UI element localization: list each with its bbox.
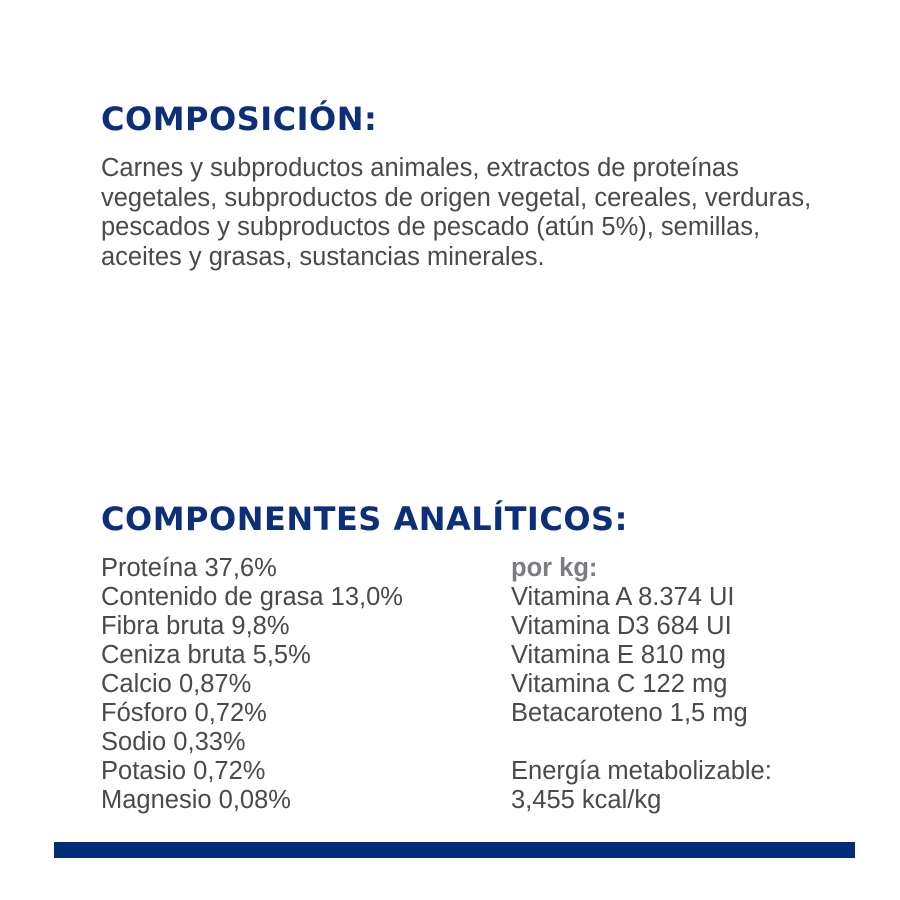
energy-label: Energía metabolizable: [511,757,772,785]
per-kg-item-vitamin-e: Vitamina E 810 mg [511,641,726,669]
energy-value: 3,455 kcal/kg [511,786,662,814]
analytical-item-sodium: Sodio 0,33% [101,728,246,756]
analytical-item-ash: Ceniza bruta 5,5% [101,641,311,669]
analytical-components-heading: COMPONENTES ANALÍTICOS: [101,500,628,538]
analytical-list [101,554,403,815]
spacer [511,728,772,757]
analytical-item-calcium: Calcio 0,87% [101,670,252,698]
per-kg-item-vitamin-a: Vitamina A 8.374 UI [511,583,735,611]
footer-bar [54,842,855,858]
analytical-item-protein: Proteína 37,6% [101,554,277,582]
per-kg-list [511,554,772,815]
per-kg-item-vitamin-d3: Vitamina D3 684 UI [511,612,732,640]
analytical-item-fiber: Fibra bruta 9,8% [101,612,290,640]
analytical-item-magnesium: Magnesio 0,08% [101,786,291,814]
analytical-item-fat: Contenido de grasa 13,0% [101,583,403,611]
analytical-item-phosphorus: Fósforo 0,72% [101,699,267,727]
analytical-item-potassium: Potasio 0,72% [101,757,266,785]
per-kg-item-beta-carotene: Betacaroteno 1,5 mg [511,699,748,727]
per-kg-item-vitamin-c: Vitamina C 122 mg [511,670,728,698]
composition-heading: COMPOSICIÓN: [101,100,378,138]
composition-text: Carnes y subproductos animales, extractos de proteínas vegetales, subproductos de origen vegetal, cereales, verduras, pescados y subproductos de pescado (atún 5%), semillas, aceites y grasas, sustancias minerales. [101,154,812,271]
per-kg-label: por kg: [511,554,598,582]
